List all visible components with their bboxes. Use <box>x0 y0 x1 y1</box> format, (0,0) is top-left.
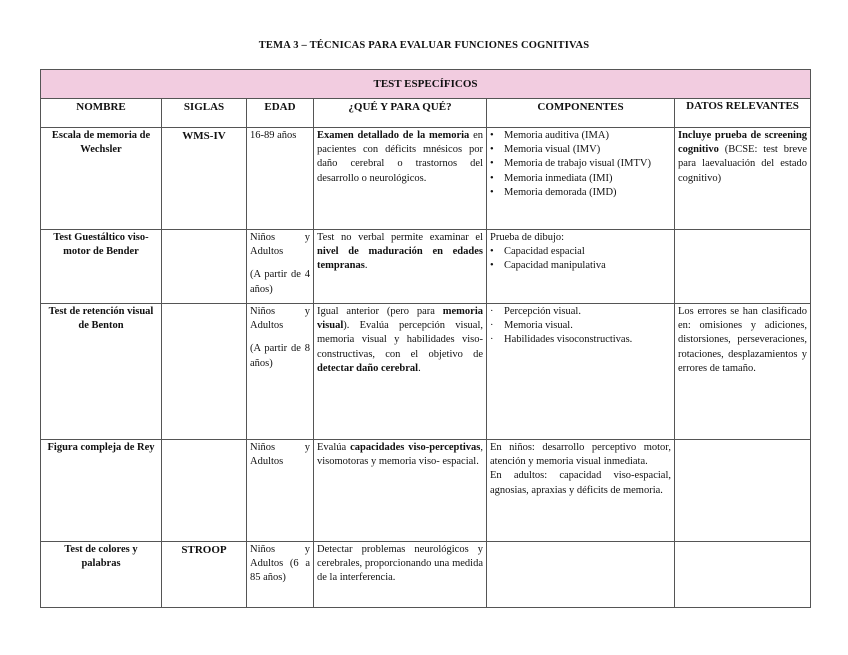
test-componentes <box>487 128 675 230</box>
edad-text: Niños y Adultos (6 a 85 años) <box>250 544 310 584</box>
que-text: Evalúa <box>317 442 351 453</box>
test-datos <box>675 304 811 440</box>
component-item: • Memoria visual (IMV) <box>490 143 671 157</box>
test-que <box>314 128 487 230</box>
test-componentes <box>487 542 675 608</box>
edad-note: (A partir de 4 años) <box>250 269 310 295</box>
edad-note: (A partir de 8 años) <box>250 343 310 369</box>
que-text: . <box>418 362 421 374</box>
header-que: ¿QUÉ Y PARA QUÉ? <box>314 99 487 128</box>
que-text: Igual anterior (pero para <box>317 306 443 317</box>
edad-text: Niños y Adultos <box>250 442 310 468</box>
test-name: Test de retención visual de Benton <box>41 304 162 440</box>
component-item: • Memoria auditiva (IMA) <box>490 129 671 143</box>
table-row <box>41 230 811 304</box>
test-edad <box>247 304 314 440</box>
header-siglas: SIGLAS <box>162 99 247 128</box>
test-edad <box>247 230 314 304</box>
test-name: Test Guestáltico viso-motor de Bender <box>41 230 162 304</box>
component-item: • Memoria demorada (IMD) <box>490 186 671 200</box>
document-title: TEMA 3 – TÉCNICAS PARA EVALUAR FUNCIONES COGNITIVAS <box>258 40 590 51</box>
test-datos <box>675 542 811 608</box>
test-edad <box>247 440 314 542</box>
test-edad <box>247 542 314 608</box>
test-siglas <box>162 230 247 304</box>
header-nombre: NOMBRE <box>41 99 162 128</box>
component-item: · Percepción visual. <box>490 305 671 319</box>
component-item: · Memoria visual. <box>490 319 671 333</box>
test-name: Test de colores y palabras <box>41 542 162 608</box>
header-edad: EDAD <box>247 99 314 128</box>
que-bold: Examen detallado de la memoria <box>317 130 470 141</box>
test-componentes <box>487 440 675 542</box>
datos-text: Los errores se han clasificado en: omisiones y adiciones, distorsiones, perseveraciones, rotaciones, desplazamientos y errores de tamaño. <box>678 306 808 374</box>
edad-text: Niños y Adultos <box>250 232 310 258</box>
header-row <box>41 99 811 128</box>
que-text: Detectar problemas neurológicos y cerebrales, proporcionando una medida de la interferencia. <box>317 544 483 584</box>
que-text: . <box>364 260 368 272</box>
que-text: ). Evalúa percepción visual, memoria visual y habilidades viso-constructivas, con el objetivo de <box>317 320 483 360</box>
test-name: Figura compleja de Rey <box>41 440 162 542</box>
edad-text: 16-89 años <box>250 130 297 141</box>
header-componentes: COMPONENTES <box>487 99 675 128</box>
test-que <box>314 304 487 440</box>
test-que <box>314 230 487 304</box>
header-datos: DATOS RELEVANTES <box>675 99 811 128</box>
component-para: En adultos: capacidad viso-espacial, agnosias, apraxias y déficits de memoria. <box>490 470 671 496</box>
test-que <box>314 440 487 542</box>
que-text: Test no verbal permite examinar el <box>317 232 483 243</box>
component-para: En niños: desarrollo perceptivo motor, atención y memoria visual inmediata. <box>490 442 671 468</box>
table-row <box>41 128 811 230</box>
test-datos <box>675 128 811 230</box>
test-table <box>40 69 811 608</box>
table-banner: TEST ESPECÍFICOS <box>41 70 811 99</box>
test-datos <box>675 230 811 304</box>
table-row <box>41 304 811 440</box>
datos-bold: Incluye prueba de screening cognitivo <box>678 130 808 156</box>
table-row <box>41 542 811 608</box>
test-datos <box>675 440 811 542</box>
component-item: • Memoria de trabajo visual (IMTV) <box>490 157 671 171</box>
que-bold: memoria visual <box>317 306 483 332</box>
test-edad <box>247 128 314 230</box>
que-bold: capacidades viso-perceptivas <box>350 442 481 453</box>
component-item: · Habilidades visoconstructivas. <box>490 333 671 347</box>
component-intro: Prueba de dibujo: <box>490 232 565 243</box>
component-item: • Capacidad espacial <box>490 245 671 259</box>
edad-text: Niños y Adultos <box>250 306 310 332</box>
que-text: en pacientes con déficits mnésicos por daño cerebral o trastornos del desarrollo o neurológicos. <box>317 130 483 184</box>
datos-text: (BCSE: test breve para laevaluación del estado cognitivo) <box>678 144 808 184</box>
test-siglas <box>162 440 247 542</box>
test-componentes <box>487 230 675 304</box>
test-que <box>314 542 487 608</box>
test-componentes <box>487 304 675 440</box>
test-name: Escala de memoria de Wechsler <box>41 128 162 230</box>
que-bold: detectar daño cerebral <box>317 362 419 374</box>
test-siglas: STROOP <box>162 542 247 608</box>
test-siglas: WMS-IV <box>162 128 247 230</box>
component-item: • Capacidad manipulativa <box>490 259 671 273</box>
que-text: , visomotoras y memoria viso- espacial. <box>317 442 484 468</box>
que-bold: nivel de maduración en edades tempranas <box>317 246 483 272</box>
table-row <box>41 440 811 542</box>
test-siglas <box>162 304 247 440</box>
component-item: • Memoria inmediata (IMI) <box>490 172 671 186</box>
